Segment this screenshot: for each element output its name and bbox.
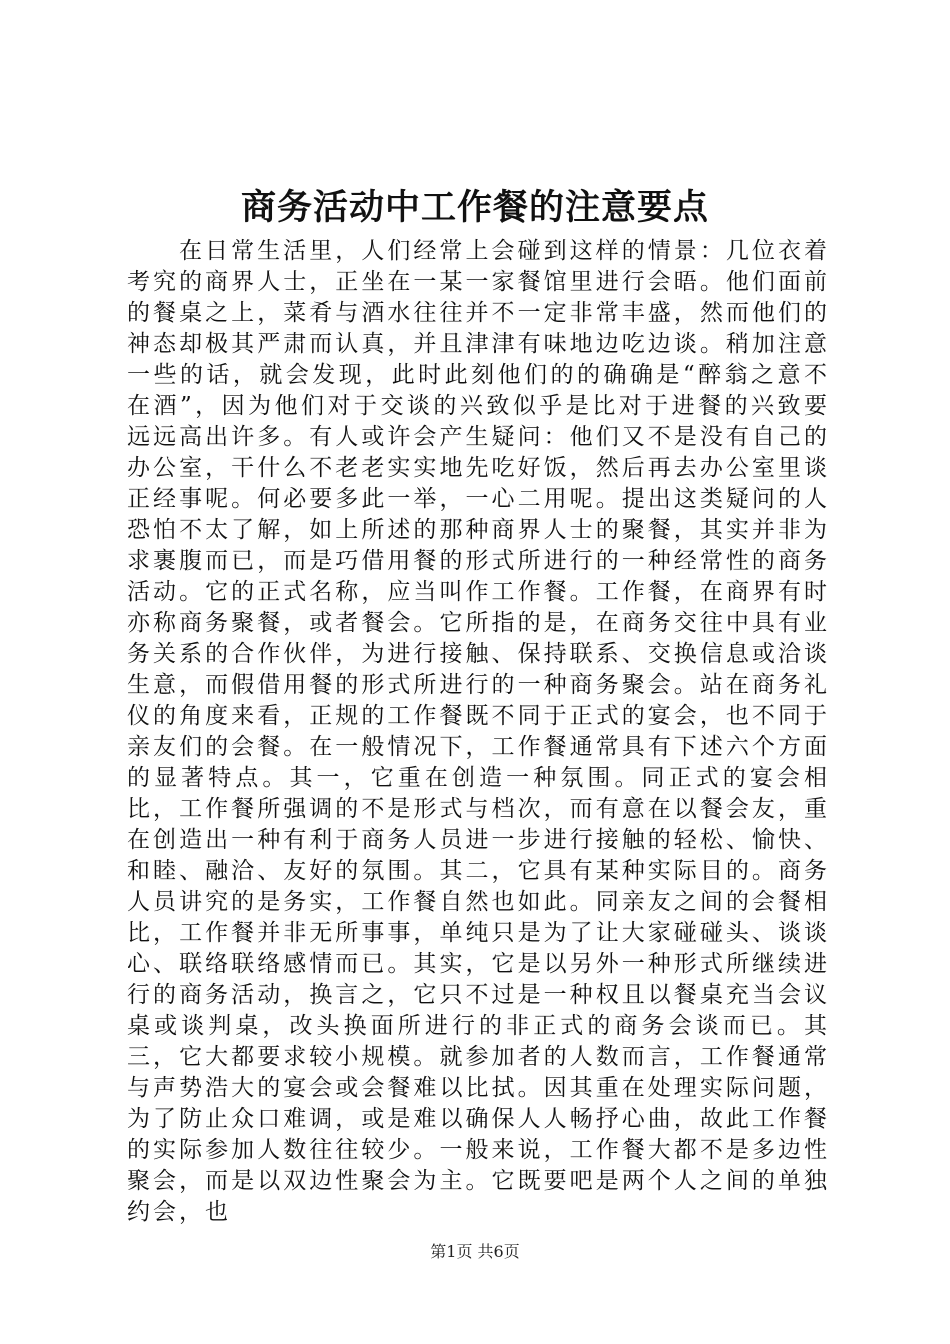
body-paragraph: 在日常生活里，人们经常上会碰到这样的情景：几位衣着考究的商界人士，正坐在一某一家餐馆里进行会晤。他们面前的餐桌之上，菜肴与酒水往往并不一定非常丰盛，然而他们的神态却极其严肃而认真，并且津津有味地边吃边谈。稍加注意一些的话，就会发现，此时此刻他们的的确确是“醉翁之意不在酒”，因为他们对于交谈的兴致似乎是比对于进餐的兴致要远远高出许多。有人或许会产生疑问：他们又不是没有自己的办公室，干什么不老老实实地先吃好饭，然后再去办公室里谈正经事呢。何必要多此一举，一心二用呢。提出这类疑问的人恐怕不太了解，如上所述的那种商界人士的聚餐，其实并非为求裹腹而已，而是巧借用餐的形式所进行的一种经常性的商务活动。它的正式名称，应当叫作工作餐。工作餐，在商界有时亦称商务聚餐，或者餐会。它所指的是，在商务交往中具有业务关系的合作伙伴，为进行接触、保持联系、交换信息或洽谈生意，而假借用餐的形式所进行的一种商务聚会。站在商务礼仪的角度来看，正规的工作餐既不同于正式的宴会，也不同于亲友们的会餐。在一般情况下，工作餐通常具有下述六个方面的显著特点。其一，它重在创造一种氛围。同正式的宴会相比，工作餐所强调的不是形式与档次，而有意在以餐会友，重在创造出一种有利于商务人员进一步进行接触的轻松、愉快、和睦、融洽、友好的氛围。其二，它具有某种实际目的。商务人员讲究的是务实，工作餐自然也如此。同亲友之间的会餐相比，工作餐并非无所事事，单纯只是为了让大家碰碰头、谈谈心、联络联络感情而已。其实，它是以另外一种形式所继续进行的商务活动，换言之，它只不过是一种权且以餐桌充当会议桌或谈判桌，改头换面所进行的非正式的商务会谈而已。其三，它大都要求较小规模。就参加者的人数而言，工作餐通常与声势浩大的宴会或会餐难以比拭。因其重在处理实际问题，为了防止众口难调，或是难以确保人人畅抒心曲，故此工作餐的实际参加人数往往较少。一般来说，工作餐大都不是多边性聚会，而是以双边性聚会为主。它既要吧是两个人之间的单独约会，也: [127, 238, 830, 1225]
document-title: 商务活动中工作餐的注意要点: [240, 188, 709, 228]
page-footer: 第1页 共6页: [430, 1242, 520, 1261]
